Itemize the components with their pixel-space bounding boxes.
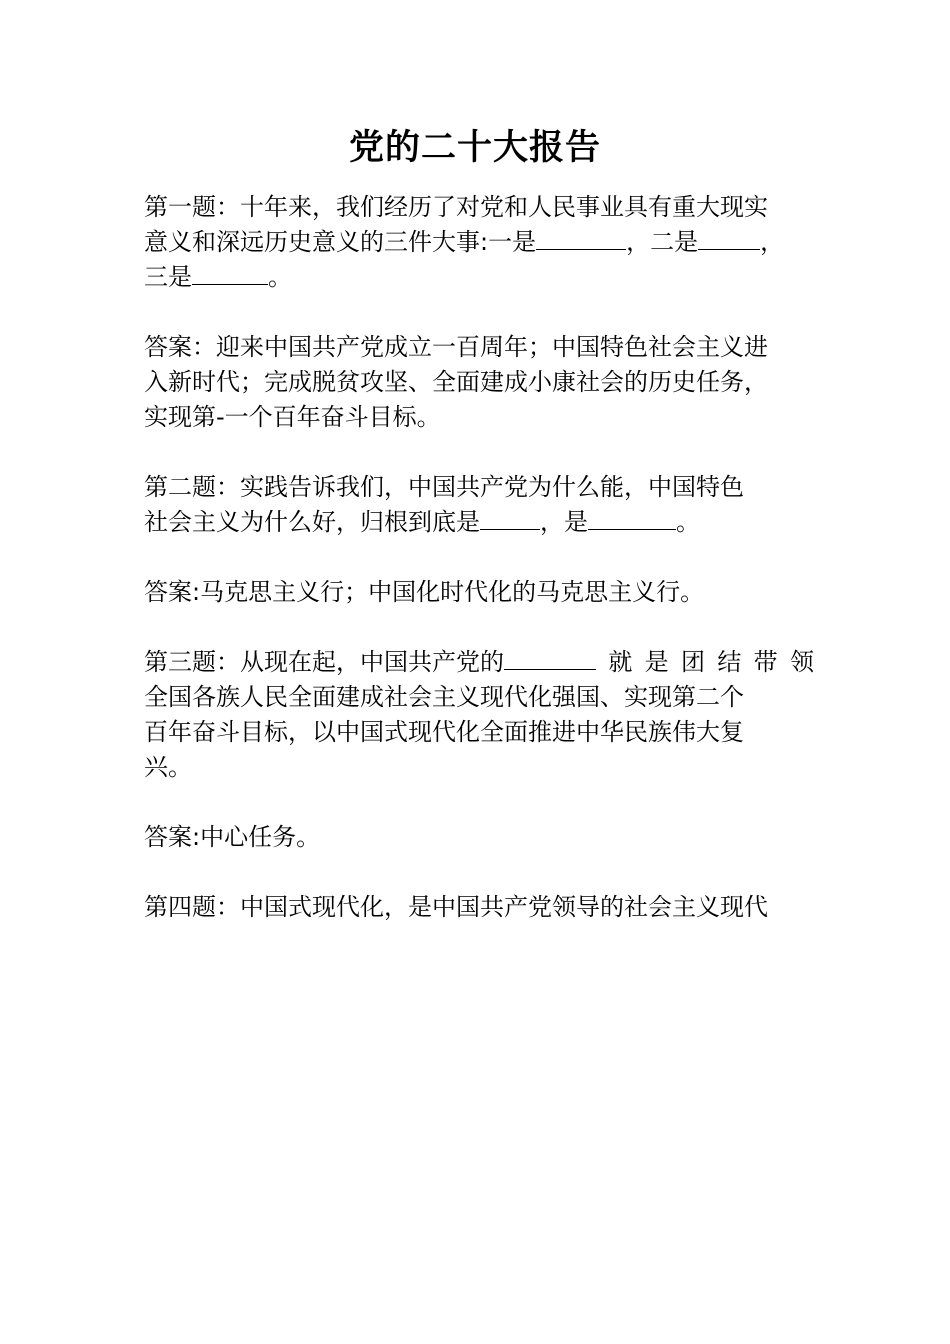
- question-2-line-2: [144, 505, 814, 540]
- answer-3-line-1: 答案:中心任务。: [144, 823, 321, 851]
- answer-1-line-1: 答案：迎来中国共产党成立一百周年；中国特色社会主义进: [144, 333, 768, 361]
- question-1: [144, 190, 814, 295]
- question-3-char: 是: [644, 648, 669, 676]
- question-2-text-c: 。: [676, 508, 700, 536]
- answer-blank-6: [504, 645, 596, 670]
- question-3-line-1: [144, 645, 814, 680]
- question-3-char: 就: [608, 648, 633, 676]
- answer-2: [144, 575, 814, 610]
- question-1-text-e: 。: [268, 263, 292, 291]
- question-1-line-2: [144, 225, 814, 260]
- question-3-char: 结: [717, 648, 742, 676]
- question-2-line-1: 第二题：实践告诉我们，中国共产党为什么能，中国特色: [144, 473, 744, 501]
- question-1-line-1: 第一题：十年来，我们经历了对党和人民事业具有重大现实: [144, 193, 768, 221]
- answer-blank-2: [698, 225, 760, 250]
- question-3-char: 领: [789, 648, 814, 676]
- answer-blank-3: [192, 260, 268, 285]
- answer-blank-5: [588, 505, 676, 530]
- question-3-line-2: 全国各族人民全面建成社会主义现代化强国、实现第二个: [144, 683, 744, 711]
- answer-1-line-2: 入新时代；完成脱贫攻坚、全面建成小康社会的历史任务，: [144, 368, 768, 396]
- question-3-char: 团: [680, 648, 705, 676]
- question-2-text-b: ，是: [540, 508, 588, 536]
- document-title: 党的二十大报告: [348, 127, 601, 168]
- question-4-line-1: 第四题：中国式现代化，是中国共产党领导的社会主义现代: [144, 893, 768, 921]
- answer-2-line-1: 答案:马克思主义行；中国化时代化的马克思主义行。: [144, 578, 705, 606]
- question-3-text-a: 第三题：从现在起，中国共产党的: [144, 648, 504, 676]
- document-body: [144, 190, 814, 960]
- question-2-text-a: 社会主义为什么好，归根到底是: [144, 508, 480, 536]
- question-3-char: 带: [753, 648, 778, 676]
- question-1-line-3: [144, 260, 814, 295]
- question-2: [144, 470, 814, 540]
- answer-3: [144, 820, 814, 855]
- answer-blank-4: [480, 505, 540, 530]
- question-1-text-a: 意义和深远历史意义的三件大事:一是: [144, 228, 537, 256]
- answer-blank-1: [536, 225, 626, 250]
- question-1-text-d: 三是: [144, 263, 192, 291]
- answer-1-line-3: 实现第-一个百年奋斗目标。: [144, 403, 441, 431]
- question-4: [144, 890, 814, 925]
- question-3: [144, 645, 814, 785]
- question-1-text-c: ，: [760, 228, 785, 256]
- answer-1: [144, 330, 814, 435]
- question-3-lead: [144, 645, 596, 680]
- question-3-line-3: 百年奋斗目标，以中国式现代化全面推进中华民族伟大复: [144, 718, 744, 746]
- question-1-text-b: ，二是: [626, 228, 699, 256]
- question-3-line-4: 兴。: [144, 753, 192, 781]
